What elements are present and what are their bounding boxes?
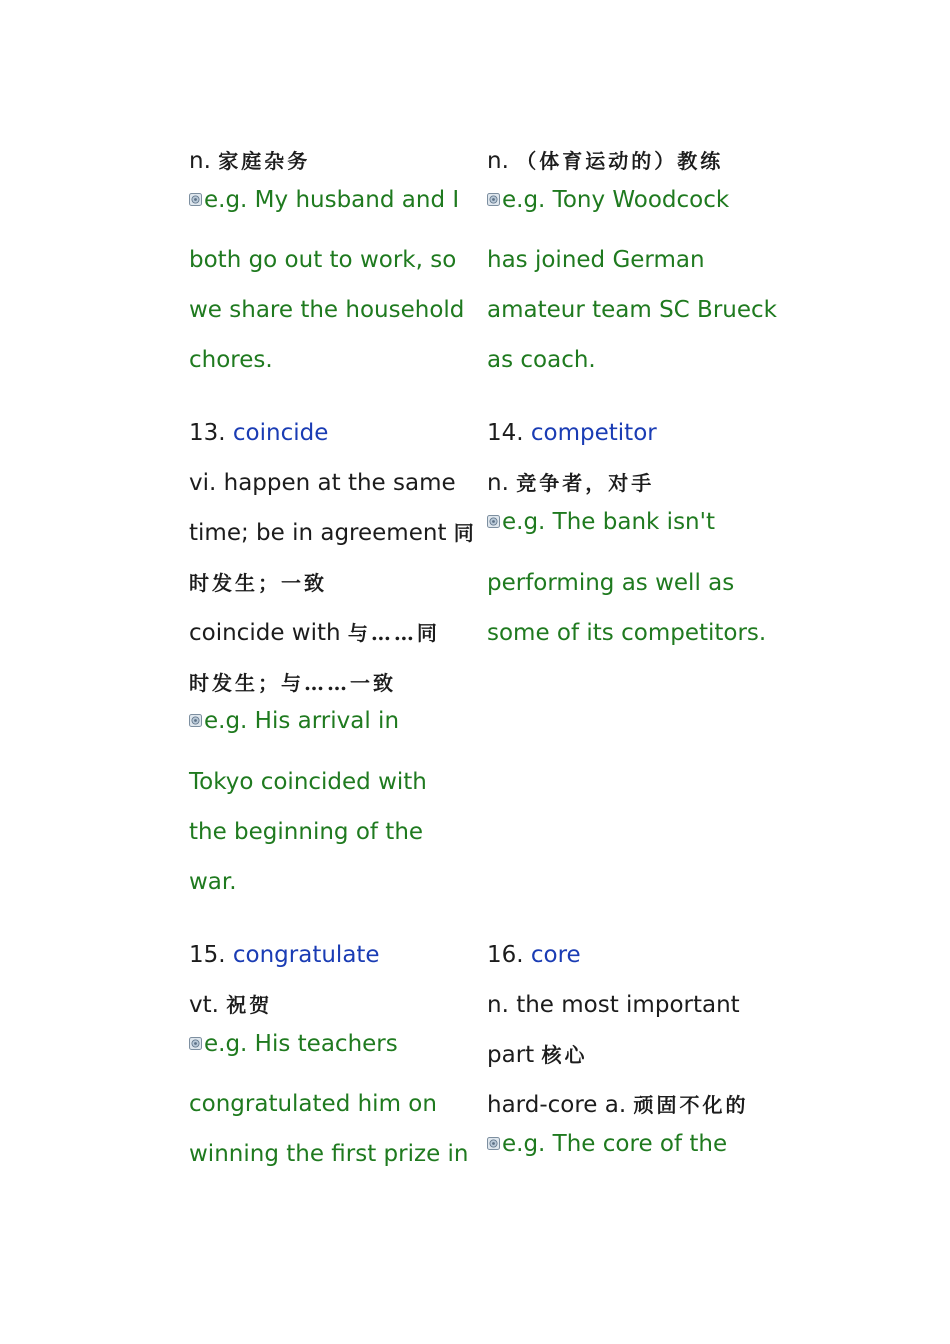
example-marker-icon bbox=[189, 184, 202, 197]
part-of-speech: n. bbox=[189, 148, 211, 174]
definition-line bbox=[487, 1040, 587, 1070]
example-text: e.g. His teachers bbox=[204, 1031, 398, 1057]
definition-en: n. the most important bbox=[487, 992, 740, 1018]
entry-number: 13. bbox=[189, 420, 226, 446]
definition-line bbox=[189, 518, 477, 548]
example-marker-icon bbox=[487, 184, 500, 197]
example-line bbox=[189, 1028, 398, 1059]
definition-cn: 时发生；与……一致 bbox=[189, 671, 396, 695]
definition-en: vi. happen at the same bbox=[189, 470, 456, 496]
entry-heading bbox=[189, 418, 328, 448]
definition-cn: （体育运动的）教练 bbox=[516, 149, 724, 173]
example-text: e.g. Tony Woodcock bbox=[502, 187, 730, 213]
definition-line bbox=[487, 468, 654, 498]
example-line bbox=[189, 184, 459, 215]
definition-line bbox=[487, 990, 740, 1020]
definition-line bbox=[189, 990, 272, 1020]
example-line: the beginning of the bbox=[189, 819, 424, 845]
entry-word: congratulate bbox=[232, 942, 380, 968]
part-of-speech: n. bbox=[487, 148, 509, 174]
definition-en: time; be in agreement bbox=[189, 520, 447, 546]
example-line: war. bbox=[189, 869, 237, 895]
example-line: winning the first prize in bbox=[189, 1141, 469, 1167]
entry-number: 14. bbox=[487, 420, 524, 446]
definition-cn: 时发生；一致 bbox=[189, 571, 327, 595]
example-line: amateur team SC Brueck bbox=[487, 297, 777, 323]
example-text: e.g. The core of the bbox=[502, 1131, 728, 1157]
entry-word: competitor bbox=[530, 420, 657, 446]
example-line bbox=[487, 506, 715, 537]
definition-cn: 同 bbox=[453, 521, 477, 545]
example-line: both go out to work, so bbox=[189, 247, 457, 273]
example-marker-icon bbox=[487, 506, 500, 519]
example-marker-icon bbox=[189, 1028, 202, 1041]
definition-line bbox=[189, 468, 456, 498]
definition-line bbox=[487, 146, 723, 176]
example-line: has joined German bbox=[487, 247, 705, 273]
example-line: congratulated him on bbox=[189, 1091, 437, 1117]
definition-cn: 核心 bbox=[541, 1043, 588, 1067]
definition-en: hard-core a. bbox=[487, 1092, 627, 1118]
entry-word: core bbox=[530, 942, 581, 968]
definition-cn: 顽固不化的 bbox=[633, 1093, 749, 1117]
example-line: some of its competitors. bbox=[487, 620, 767, 646]
definition-cn: 祝贺 bbox=[226, 993, 273, 1017]
definition-en: coincide with bbox=[189, 620, 341, 646]
example-line bbox=[487, 184, 729, 215]
entry-number: 15. bbox=[189, 942, 226, 968]
example-line: as coach. bbox=[487, 347, 596, 373]
example-line: we share the household bbox=[189, 297, 465, 323]
example-line: chores. bbox=[189, 347, 273, 373]
definition-cn: 家庭杂务 bbox=[218, 149, 311, 173]
example-marker-icon bbox=[487, 1128, 500, 1141]
entry-word: coincide bbox=[232, 420, 329, 446]
definition-en: vt. bbox=[189, 992, 219, 1018]
definition-line bbox=[487, 1090, 748, 1120]
example-line: Tokyo coincided with bbox=[189, 769, 427, 795]
entry-heading bbox=[189, 940, 380, 970]
definition-line bbox=[189, 146, 310, 176]
definition-cn: 与……同 bbox=[347, 621, 440, 645]
example-line bbox=[487, 1128, 727, 1159]
definition-cn: 竞争者，对手 bbox=[516, 471, 655, 495]
definition-line bbox=[189, 618, 440, 648]
definition-line bbox=[189, 568, 327, 598]
definition-en: part bbox=[487, 1042, 535, 1068]
example-text: e.g. His arrival in bbox=[204, 708, 400, 734]
example-text: e.g. My husband and I bbox=[204, 187, 460, 213]
entry-heading bbox=[487, 940, 581, 970]
definition-line bbox=[189, 668, 396, 698]
example-line: performing as well as bbox=[487, 570, 735, 596]
example-marker-icon bbox=[189, 705, 202, 718]
entry-number: 16. bbox=[487, 942, 524, 968]
example-text: e.g. The bank isn't bbox=[502, 509, 715, 535]
entry-heading bbox=[487, 418, 657, 448]
definition-en: n. bbox=[487, 470, 509, 496]
example-line bbox=[189, 705, 399, 736]
